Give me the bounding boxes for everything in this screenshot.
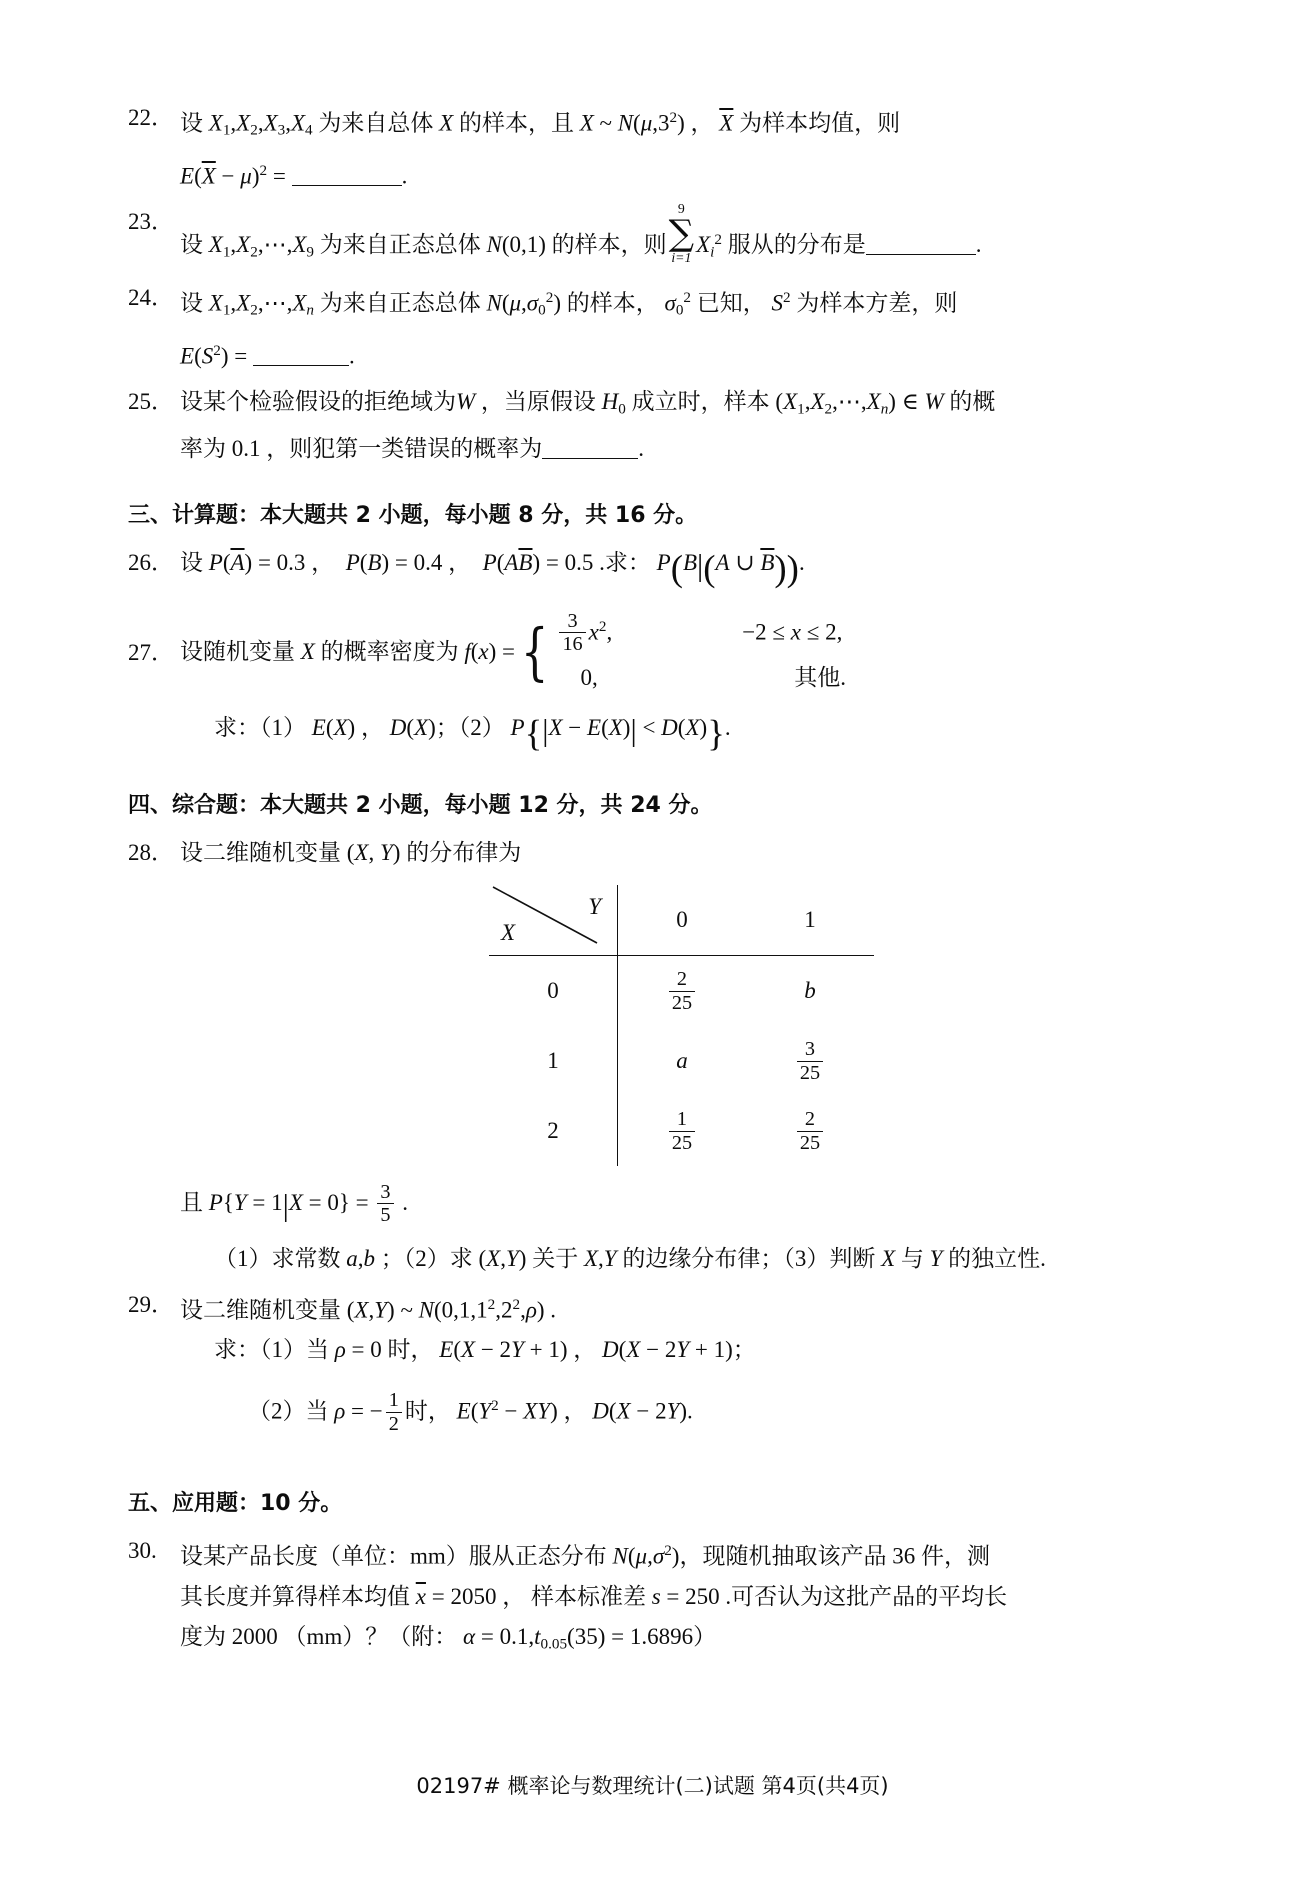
question-24-line-2: $E(S^2)$ = . xyxy=(180,341,355,369)
question-30-line-1: 设某产品长度（单位：mm）服从正态分布 $N(\mu,\sigma^2)$，现随机抽取该产品 36 件，测 xyxy=(180,1542,990,1569)
question-26 xyxy=(128,543,1183,588)
question-22-line-1: 设 X1,X2,X3,X4 为来自总体 X 的样本，且 X ~ $N(\mu,3^2)$ ， $\overline{X}$ 为样本均值，则 xyxy=(180,109,901,139)
answer-blank[interactable] xyxy=(542,435,638,459)
question-22-body xyxy=(180,98,1183,196)
table-corner-cell xyxy=(489,885,618,956)
answer-blank[interactable] xyxy=(253,342,349,366)
table-row-head-1: 1 xyxy=(547,1048,559,1074)
table-cell-0-0: $\frac{2}{25}$ xyxy=(618,956,747,1027)
question-28-number: 28． xyxy=(128,840,174,866)
question-25-line-1: 设某个检验假设的拒绝域为W ，当原假设 H0 成立时，样本 $(X1,X2,\cdots,X_n)$ ∈ W 的概 xyxy=(180,389,996,418)
piecewise-case-1: $\frac{3}{16}$ $x^2$, −2 ≤ x ≤ 2, xyxy=(556,605,846,656)
table-header-row xyxy=(489,885,874,956)
question-25-number: 25． xyxy=(128,389,174,415)
question-29-number: 29． xyxy=(128,1291,174,1317)
piecewise-brace-wrap xyxy=(515,605,846,700)
table-row-head-2: 2 xyxy=(547,1118,559,1144)
left-brace: { xyxy=(520,614,549,688)
question-27-formula-row xyxy=(180,605,1183,700)
answer-blank[interactable] xyxy=(292,162,402,186)
distribution-table-block xyxy=(180,885,1183,1166)
question-24 xyxy=(128,278,1183,376)
question-27-number: 27． xyxy=(128,639,174,665)
fraction-3-5: $\frac{3}{5}$ xyxy=(377,1181,393,1227)
question-27-ask: 求：（1） E(X) ， D(X)；（2） P{|X − E(X)| < D(X)}. xyxy=(214,712,731,754)
page-footer: 02197# 概率论与数理统计(二)试题 第4页(共4页) xyxy=(416,1774,889,1798)
section-heading-five: 五、应用题：10 分。 xyxy=(128,1491,343,1517)
question-26-number: 26． xyxy=(128,550,174,576)
question-30-body xyxy=(180,1531,1183,1664)
question-24-line-1: 设 $X1,X2,\cdots,X_n$ 为来自正态总体 $N(\mu,\sigma 0^2)$ 的样本， $\sigma 0^2$ 已知， $S^2$ 为样本方差，则 xyxy=(180,289,958,319)
question-23-line-1: 设 X1,X2,⋯,X9 为来自正态总体 N(0,1) 的样本，则 9 ∑ i=1 $X_i^2$ 服从的分布是 . xyxy=(180,200,982,266)
question-23-body xyxy=(180,202,1183,272)
fraction-1-2: $\frac{1}{2}$ xyxy=(386,1389,402,1435)
question-23-number: 23． xyxy=(128,208,174,234)
question-28-condition: 且 P{Y = 1|X = 0} = $\frac{3}{5}$ . xyxy=(180,1180,409,1227)
table-cell-0-1: b xyxy=(804,978,816,1004)
question-28-ask: （1）求常数 a,b ；（2）求 (X,Y) 关于 X,Y 的边缘分布律；（3）判断 X 与 Y 的独立性. xyxy=(214,1245,1046,1271)
question-30-line-3: 度为 2000 （mm）？（附： α = 0.1,t0.05(35) = 1.6896） xyxy=(180,1623,717,1653)
section-heading-three: 三、计算题：本大题共 2 小题，每小题 8 分，共 16 分。 xyxy=(128,503,698,529)
piecewise-cases xyxy=(556,605,846,700)
question-24-number: 24． xyxy=(128,285,174,311)
answer-blank[interactable] xyxy=(866,231,976,255)
table-row-label: X xyxy=(501,920,516,946)
question-25-line-2: 率为 0.1 ，则犯第一类错误的概率为 . xyxy=(180,436,644,462)
question-27-body xyxy=(180,605,1183,753)
question-22 xyxy=(128,98,1183,196)
question-25-body xyxy=(180,382,1183,469)
summation-operator: 9 ∑ i=1 xyxy=(668,200,695,266)
table-col-head-1: 1 xyxy=(746,885,874,956)
question-29-lead: 设二维随机变量 (X,Y) ~ $N(0,1,1^2,2^2,\rho)$ . xyxy=(180,1295,557,1323)
question-28-body xyxy=(180,833,1183,1279)
question-29 xyxy=(128,1285,1183,1448)
question-22-number: 22． xyxy=(128,105,174,130)
piecewise-case-2: 0, 其他. xyxy=(580,664,846,690)
table-row xyxy=(489,956,874,1027)
question-26-line-1: 设 $P(\overline{A}) = 0.3$ ， P(B) = 0.4 ， $P(A\overline{B}) = 0.5$ .求： P(B|(A ∪ $\overline{B}$)). xyxy=(180,547,805,589)
fraction-3-16: $\frac{3}{16}$ xyxy=(559,610,585,656)
question-28 xyxy=(128,833,1183,1279)
distribution-table xyxy=(489,885,874,1166)
question-25 xyxy=(128,382,1183,469)
table-row xyxy=(489,1026,874,1096)
question-30 xyxy=(128,1531,1183,1664)
question-27 xyxy=(128,605,1183,753)
question-28-lead: 设二维随机变量 (X, Y) 的分布律为 xyxy=(180,840,522,866)
table-cell-1-1: $\frac{3}{25}$ xyxy=(746,1026,874,1096)
table-row xyxy=(489,1096,874,1166)
table-row-head-0: 0 xyxy=(547,978,559,1004)
question-24-body xyxy=(180,278,1183,376)
page-content xyxy=(128,98,1183,1670)
question-22-line-2: $E(\overline{X} - \mu)^2$ = . xyxy=(180,161,408,188)
table-cell-2-0: $\frac{1}{25}$ xyxy=(618,1096,747,1166)
question-29-body xyxy=(180,1285,1183,1448)
question-29-line-2: （2）当 ρ = − $\frac{1}{2}$ 时， $E(Y^2 - XY)$ ， D(X − 2Y). xyxy=(248,1388,693,1435)
table-col-head-0: 0 xyxy=(618,885,747,956)
question-26-body xyxy=(180,543,1183,588)
question-30-line-2: 其长度并算得样本均值 $\overline{x} = 2050$ ， 样本标准差 s = 250 .可否认为这批产品的平均长 xyxy=(180,1583,1008,1609)
table-cell-1-0: a xyxy=(618,1026,747,1096)
question-29-line-1: 求：（1）当 ρ = 0 时， E(X − 2Y + 1) ， D(X − 2Y + 1)； xyxy=(214,1337,756,1363)
question-23 xyxy=(128,202,1183,272)
table-col-label: Y xyxy=(588,894,601,920)
section-heading-four: 四、综合题：本大题共 2 小题，每小题 12 分，共 24 分。 xyxy=(128,793,713,819)
question-27-lead: 设随机变量 X 的概率密度为 f(x) = xyxy=(180,639,515,665)
question-30-number: 30. xyxy=(128,1538,157,1564)
table-cell-2-1: $\frac{2}{25}$ xyxy=(746,1096,874,1166)
